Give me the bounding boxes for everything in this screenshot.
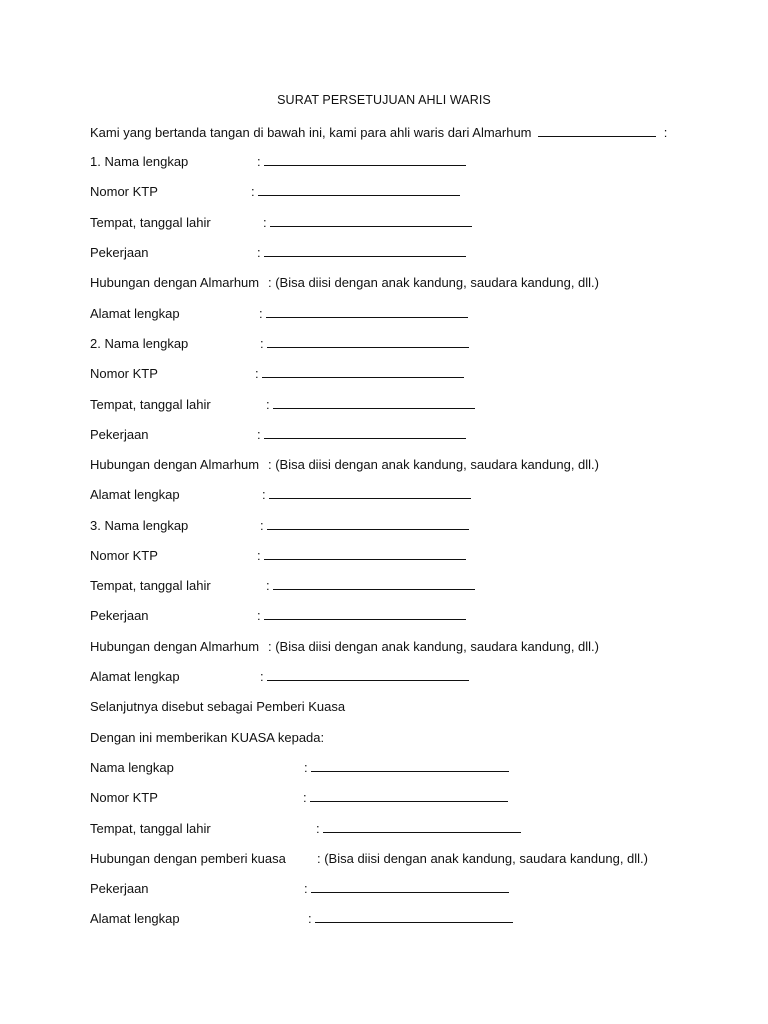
heir3-nama-field[interactable] [267,517,469,530]
heir3-pekerjaan-label: Pekerjaan [90,608,149,623]
penerima-alamat-label: Alamat lengkap [90,911,180,926]
heir1-ttl-field[interactable] [270,214,472,227]
heir3-nama-label: 3. Nama lengkap [90,518,189,533]
heir3-ktp-label: Nomor KTP [90,548,158,563]
penerima-nama-row [90,759,308,777]
heir3-alamat-label: Alamat lengkap [90,669,180,684]
heir2-hubungan-row [90,456,599,474]
heir1-pekerjaan-label: Pekerjaan [90,245,149,260]
heir2-ktp-label: Nomor KTP [90,366,158,381]
intro-text: Kami yang bertanda tangan di bawah ini, kami para ahli waris dari Almarhum [90,125,532,140]
heir2-nama-row [90,335,264,353]
heir2-nama-field[interactable] [267,335,469,348]
colon: : [251,184,255,199]
heir1-nama-field[interactable] [264,153,466,166]
heir3-hubungan-row [90,638,599,656]
heir2-ttl-row [90,396,270,414]
heir1-nama-label: 1. Nama lengkap [90,154,189,169]
heir1-pekerjaan-row [90,244,261,262]
heir1-hubungan-label: Hubungan dengan Almarhum [90,275,260,290]
heir1-ktp-field[interactable] [258,183,460,196]
penerima-pekerjaan-field[interactable] [311,880,509,893]
heir1-ktp-row [90,183,255,201]
penerima-hubungan-hint: : (Bisa diisi dengan anak kandung, saudara kandung, dll.) [317,851,648,866]
heir1-alamat-row [90,305,263,323]
heir2-alamat-row [90,486,266,504]
heir2-pekerjaan-row [90,426,261,444]
colon: : [257,427,261,442]
heir2-pekerjaan-field[interactable] [264,426,466,439]
heir2-alamat-label: Alamat lengkap [90,487,180,502]
penerima-alamat-row [90,910,312,928]
heir3-alamat-field[interactable] [267,668,469,681]
heir2-ttl-field[interactable] [273,396,475,409]
colon: : [303,790,307,805]
heir2-pekerjaan-label: Pekerjaan [90,427,149,442]
colon: : [308,911,312,926]
penerima-pekerjaan-row [90,880,308,898]
penerima-ttl-field[interactable] [323,820,521,833]
heir2-nama-label: 2. Nama lengkap [90,336,189,351]
colon: : [260,336,264,351]
colon: : [257,548,261,563]
heir3-pekerjaan-row [90,607,261,625]
colon: : [260,518,264,533]
penerima-pekerjaan-label: Pekerjaan [90,881,149,896]
heir3-nama-row [90,517,264,535]
heir3-pekerjaan-field[interactable] [264,607,466,620]
heir3-ttl-label: Tempat, tanggal lahir [90,578,211,593]
heir2-ttl-label: Tempat, tanggal lahir [90,397,211,412]
penerima-ttl-row [90,820,320,838]
colon: : [266,578,270,593]
heir3-alamat-row [90,668,264,686]
heir1-nama-row [90,153,261,171]
intro-line [90,124,667,142]
heir1-pekerjaan-field[interactable] [264,244,466,257]
heir3-hubungan-label: Hubungan dengan Almarhum [90,639,260,654]
heir2-alamat-field[interactable] [269,486,471,499]
heir1-hubungan-row [90,274,599,292]
heir2-hubungan-label: Hubungan dengan Almarhum [90,457,260,472]
colon: : [304,881,308,896]
penerima-ttl-label: Tempat, tanggal lahir [90,821,211,836]
colon: : [266,397,270,412]
penerima-ktp-row [90,789,307,807]
colon: : [255,366,259,381]
penerima-alamat-field[interactable] [315,910,513,923]
heir3-ttl-field[interactable] [273,577,475,590]
heir1-alamat-field[interactable] [266,305,468,318]
heir1-alamat-label: Alamat lengkap [90,306,180,321]
heir3-ktp-row [90,547,261,565]
pemberi-kuasa-line: Selanjutnya disebut sebagai Pemberi Kuasa [90,699,346,714]
heir3-ktp-field[interactable] [264,547,466,560]
colon: : [263,215,267,230]
heir2-ktp-field[interactable] [262,365,464,378]
kuasa-intro-line: Dengan ini memberikan KUASA kepada: [90,730,325,745]
colon: : [260,669,264,684]
colon: : [257,154,261,169]
almarhum-name-field[interactable] [538,124,656,137]
colon: : [304,760,308,775]
intro-colon: : [663,125,668,140]
penerima-ktp-label: Nomor KTP [90,790,158,805]
colon: : [257,608,261,623]
heir3-hubungan-hint: : (Bisa diisi dengan anak kandung, saudara kandung, dll.) [268,639,599,654]
heir1-ktp-label: Nomor KTP [90,184,158,199]
heir1-ttl-row [90,214,267,232]
penerima-ktp-field[interactable] [310,789,508,802]
penerima-hubungan-row [90,850,648,868]
heir1-ttl-label: Tempat, tanggal lahir [90,215,211,230]
heir2-ktp-row [90,365,259,383]
heir1-hubungan-hint: : (Bisa diisi dengan anak kandung, saudara kandung, dll.) [268,275,599,290]
colon: : [257,245,261,260]
colon: : [262,487,266,502]
colon: : [316,821,320,836]
colon: : [259,306,263,321]
penerima-nama-label: Nama lengkap [90,760,174,775]
penerima-nama-field[interactable] [311,759,509,772]
heir2-hubungan-hint: : (Bisa diisi dengan anak kandung, saudara kandung, dll.) [268,457,599,472]
penerima-hubungan-label: Hubungan dengan pemberi kuasa [90,851,286,866]
document-title: SURAT PERSETUJUAN AHLI WARIS [277,93,491,107]
heir3-ttl-row [90,577,270,595]
